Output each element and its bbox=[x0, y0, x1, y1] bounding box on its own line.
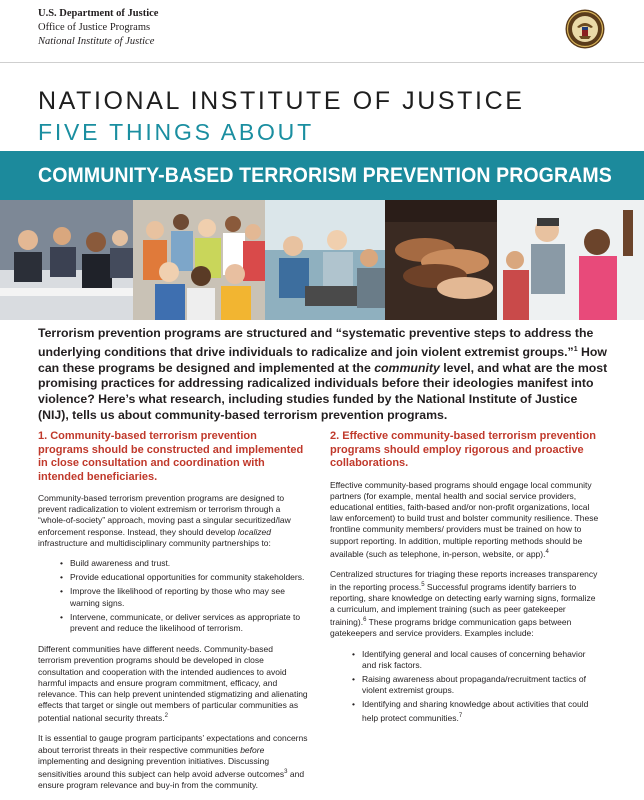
footnote-ref: 3 bbox=[284, 769, 288, 776]
text-run: implementing and designing prevention initiatives. Discussing sensitivities around this subject can help avoid adverse outcomes bbox=[38, 755, 285, 779]
list-item bbox=[352, 699, 600, 723]
footnote-ref: 1 bbox=[573, 345, 578, 353]
header-rule bbox=[0, 62, 644, 63]
text-run: Community-based terrorism prevention programs are designed to prevent radicalization to violent extremism or terrorism through a “whole-of-society” approach, moving past a singular securitized/law enforcement response. Instead, they should develop bbox=[38, 493, 291, 537]
intro-text-3: level, and what are the most promising practices for addressing radicalized individuals before their ideologies manifest into violence? Here’s what research, including studies funded by the National Institute of Justice (NIJ), tells us about community-based terrorism prevention programs. bbox=[38, 360, 608, 422]
intro-emphasis: community bbox=[374, 360, 440, 375]
section-2-bullets bbox=[352, 649, 600, 724]
text-run: It is essential to gauge program participants’ expectations and concerns about terrorist threats in their respective communities bbox=[38, 733, 308, 755]
section-2-paragraph-2 bbox=[330, 569, 600, 640]
community-group-photo bbox=[133, 200, 265, 320]
text-run: infrastructure and multidisciplinary community partnerships to: bbox=[38, 537, 271, 548]
footnote-ref: 2 bbox=[164, 713, 168, 720]
department-name: U.S. Department of Justice bbox=[38, 8, 159, 19]
institute-name: National Institute of Justice bbox=[38, 36, 155, 47]
photo-strip bbox=[0, 200, 644, 320]
text-run: Identifying and sharing knowledge about activities that could help protect communities. bbox=[362, 699, 589, 723]
banner-title: COMMUNITY-BASED TERRORISM PREVENTION PROGRAMS bbox=[38, 164, 612, 187]
classroom-photo bbox=[265, 200, 385, 320]
section-1-heading: 1. Community-based terrorism prevention programs should be constructed and implemented in close consultation and coordination with intended beneficiaries. bbox=[38, 430, 304, 483]
section-1-paragraph-1 bbox=[38, 493, 308, 549]
intro-text-1: Terrorism prevention programs are structured and “systematic preventive steps to address the underlying conditions that drive individuals to radicalize and join violent extremist groups.” bbox=[38, 326, 594, 359]
intro-paragraph bbox=[38, 326, 608, 423]
section-2-heading: 2. Effective community-based terrorism prevention programs should employ rigorous and proactive collaborations. bbox=[330, 430, 596, 469]
doj-seal-icon bbox=[565, 9, 605, 49]
footnote-ref: 4 bbox=[545, 548, 549, 555]
list-item: • Improve the likelihood of reporting by those who may see warning signs. bbox=[60, 586, 308, 608]
text-emphasis: localized bbox=[237, 526, 271, 537]
list-item: • Intervene, communicate, or deliver services as appropriate to prevent and reduce the likelihood of terrorism. bbox=[60, 612, 308, 634]
business-meeting-photo bbox=[0, 200, 133, 320]
list-item: • Identifying general and local causes of concerning behavior and risk factors. bbox=[352, 649, 600, 671]
section-1-column bbox=[38, 430, 308, 800]
section-2-column bbox=[330, 430, 600, 734]
footnote-ref: 5 bbox=[421, 581, 425, 588]
list-item: • Raising awareness about propaganda/recruitment tactics of violent extremist groups. bbox=[352, 674, 600, 696]
topic-banner bbox=[0, 151, 644, 200]
section-1-paragraph-2 bbox=[38, 644, 308, 724]
text-run: Effective community-based programs should engage local community partners (for example, mental health and social service providers, educational entities, faith-based and/or non-profit organizations, local law enforcement) to build trust and bolster community resilience. These frontline community members/ providers must be trained on how to support reporting. In addition, multiple reporting methods should be available (such as telephone, in-person, website, or app). bbox=[330, 479, 599, 559]
list-item: • Provide educational opportunities for community stakeholders. bbox=[60, 572, 308, 583]
agency-block bbox=[38, 7, 158, 49]
section-1-paragraph-3 bbox=[38, 733, 308, 791]
publication-title: NATIONAL INSTITUTE OF JUSTICE bbox=[38, 87, 525, 115]
text-emphasis: before bbox=[240, 744, 265, 755]
text-run: and ensure program relevance and buy-in from the community. bbox=[38, 768, 305, 791]
footnote-ref: 7 bbox=[458, 712, 463, 719]
text-run: Successful programs identify barriers to reporting, share knowledge on detecting early warning signs, formalize a curriculum, and implement training (such as peer gatekeeper training). bbox=[330, 581, 596, 628]
publication-subtitle: FIVE THINGS ABOUT bbox=[38, 119, 314, 145]
text-run: These programs bridge communication gaps between gatekeepers and service providers. Examples include: bbox=[330, 617, 572, 639]
text-run: Centralized structures for triaging these reports increases transparency in the reporting process. bbox=[330, 568, 598, 592]
intro-text-2: How can these programs be designed and implemented at the bbox=[38, 344, 607, 375]
raised-hand-photo bbox=[497, 200, 644, 320]
section-2-paragraph-1 bbox=[330, 480, 600, 560]
text-run: Different communities have different needs. Community-based terrorism prevention programs should be developed in close consultation and cooperation with the intended audiences to avoid harmful impacts and ensure program commitment, efficacy, and relevance. This can help prevent unintended stigmatizing and alienating effects that target or single out members of particular communities as potential national security threats. bbox=[38, 644, 308, 724]
office-name: Office of Justice Programs bbox=[38, 22, 151, 33]
footnote-ref: 6 bbox=[363, 617, 367, 624]
section-1-bullets bbox=[60, 558, 308, 634]
joined-hands-photo bbox=[385, 200, 497, 320]
list-item: • Build awareness and trust. bbox=[60, 558, 308, 569]
